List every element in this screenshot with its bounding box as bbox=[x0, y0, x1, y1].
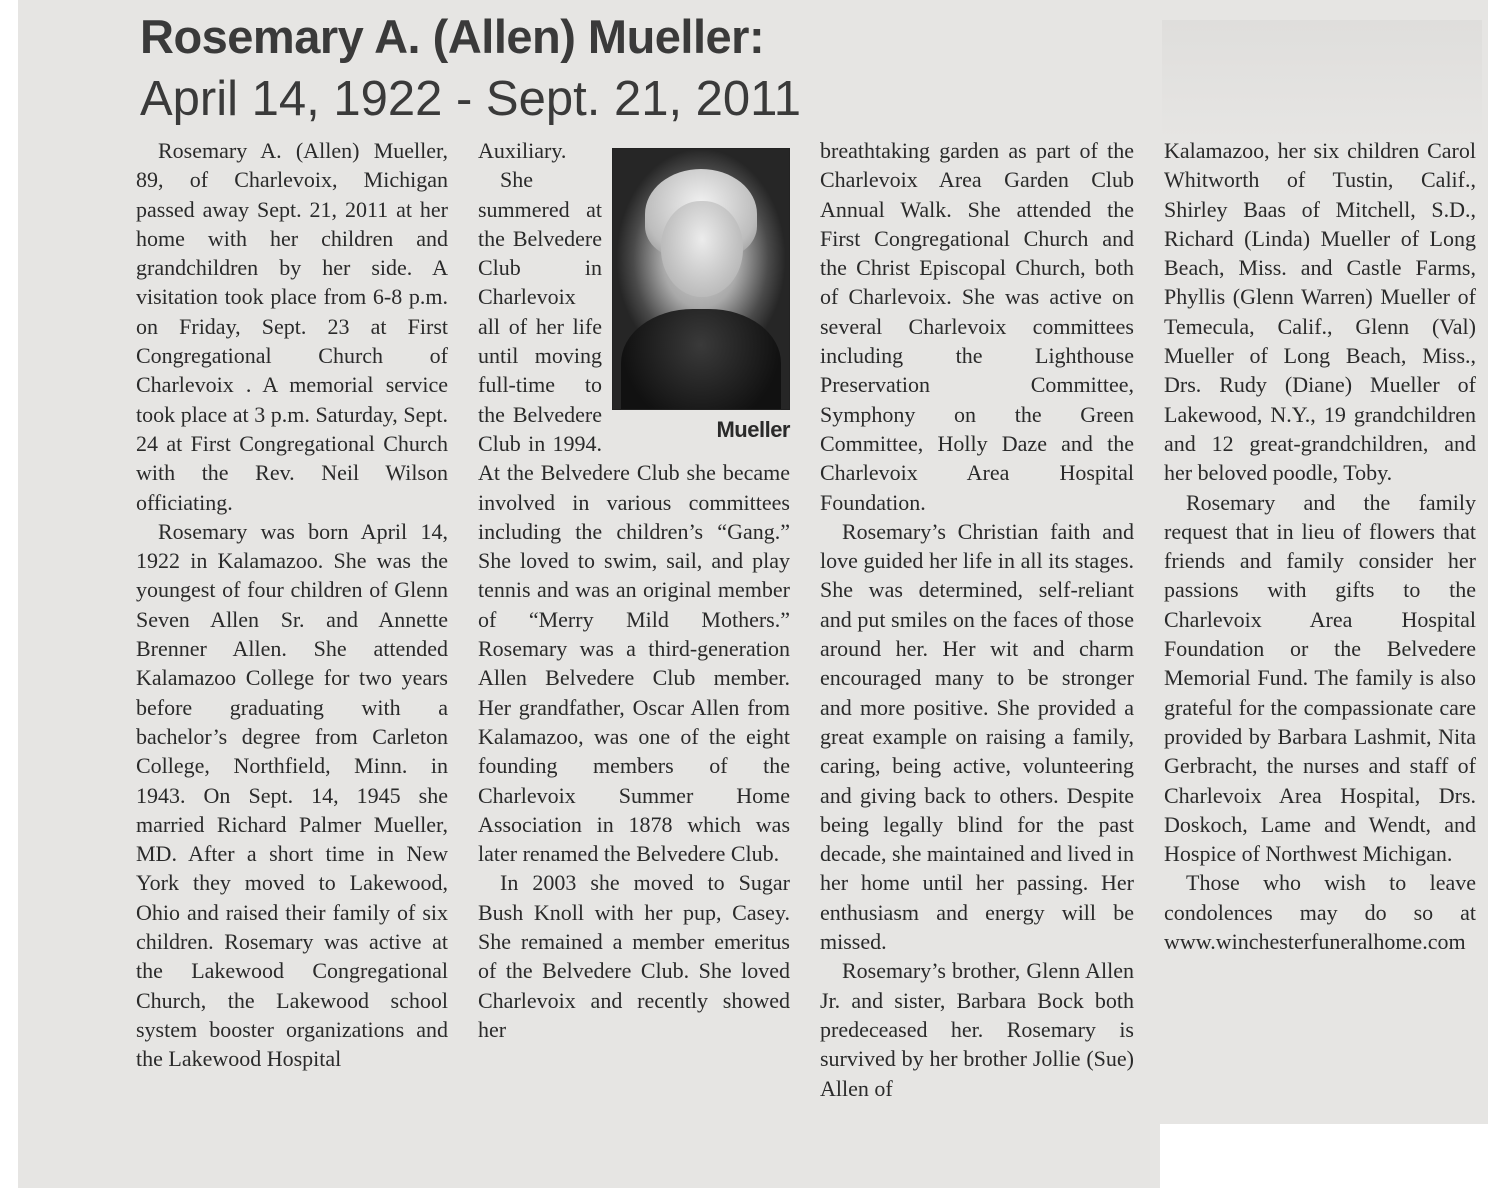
text-column-1 bbox=[136, 136, 448, 1074]
paragraph: Those who wish to leave condolences may do so at www.winchesterfuneralhome.com bbox=[1164, 870, 1476, 955]
text-column-4 bbox=[1164, 136, 1476, 956]
text-column-2 bbox=[478, 136, 790, 1044]
paragraph: Rosemary A. (Allen) Mueller, 89, of Charlevoix, Michigan passed away Sept. 21, 2011 at her home with her children and grandchildren by her side. A visitation took place from 6-8 p.m. on Friday, Sept. 23 at First Congregational Church of Charlevoix . A memorial service took place at 3 p.m. Saturday, Sept. 24 at First Congregational Church with the Rev. Neil Wilson officiating. bbox=[136, 138, 448, 515]
paragraph: Rosemary and the family request that in lieu of flowers that friends and family consider her passions with gifts to the Charlevoix Area Hospital Foundation or the Belvedere Memorial Fund. The family is also grateful for the compassionate care provided by Barbara Lashmit, Nita Gerbracht, the nurses and staff of Charlevoix Area Hospital, Drs. Doskoch, Lame and Wendt, and Hospice of Northwest Michigan. bbox=[1164, 489, 1476, 867]
paragraph: Rosemary’s brother, Glenn Allen Jr. and sister, Barbara Bock both predeceased her. Rosemary is survived by her brother Jollie (Sue) Allen of bbox=[820, 958, 1134, 1101]
paragraph: In 2003 she moved to Sugar Bush Knoll with her pup, Casey. She remained a member emeritus of the Belvedere Club. She loved Charlevoix and recently showed her bbox=[478, 870, 790, 1042]
obituary-dates: April 14, 1922 - Sept. 21, 2011 bbox=[140, 72, 802, 126]
obituary-headline: Rosemary A. (Allen) Mueller: bbox=[140, 10, 765, 63]
paragraph: Kalamazoo, her six children Carol Whitworth of Tustin, Calif., Shirley Baas of Mitchell, S.D., Richard (Linda) Mueller of Long Beach, Miss. and Castle Farms, Phyllis (Glenn Warren) Mueller of Temecula, Calif., Glenn (Val) Mueller of Long Beach, Miss., Drs. Rudy (Diane) Mueller of Lakewood, N.Y., 19 grandchildren and 12 great-grandchildren, and her beloved poodle, Toby. bbox=[1164, 138, 1476, 486]
portrait-photo bbox=[612, 148, 790, 410]
paragraph: Rosemary’s Christian faith and love guided her life in all its stages. She was determined, self-reliant and put smiles on the faces of those around her. Her wit and charm encouraged many to be stronger and more positive. She provided a great example on raising a family, caring, being active, volunteering and giving back to others. Despite being legally blind for the past decade, she maintained and lived in her home until her passing. Her enthusiasm and energy will be missed. bbox=[820, 518, 1134, 955]
photo-caption: Mueller bbox=[716, 417, 790, 442]
paragraph: She summered at the Belvedere Club in Charlevoix all of her life until moving full-time to the Belvedere Club in 1994. At the Belvedere Club she became involved in various committees including the children’s “Gang.” She loved to swim, sail, and play tennis and was an original member of “Merry Mild Mothers.” Rosemary was a third-generation Allen Belvedere Club member. Her grandfather, Oscar Allen from Kalamazoo, was one of the eight founding members of the Charlevoix Summer Home Association in 1878 which was later renamed the Belvedere Club. bbox=[478, 167, 790, 867]
portrait-figure bbox=[612, 148, 790, 446]
paragraph: Auxiliary. bbox=[478, 138, 567, 163]
paragraph: Rosemary was born April 14, 1922 in Kalamazoo. She was the youngest of four children of Glenn Seven Allen Sr. and Annette Brenner Allen. She attended Kalamazoo College for two years before graduating with a bachelor’s degree from Carleton College, Northfield, Minn. in 1943. On Sept. 14, 1945 she married Richard Palmer Mueller, MD. After a short time in New York they moved to Lakewood, Ohio and raised their family of six children. Rosemary was active at the Lakewood Congregational Church, the Lakewood school system booster organizations and the Lakewood Hospital bbox=[136, 518, 448, 1072]
bleed-through-shadow bbox=[1162, 20, 1482, 140]
text-column-3 bbox=[820, 136, 1134, 1103]
paragraph: breathtaking garden as part of the Charlevoix Area Garden Club Annual Walk. She attended the First Congregational Church and the Christ Episcopal Church, both of Charlevoix. She was active on several Charlevoix committees including the Lighthouse Preservation Committee, Symphony on the Green Committee, Holly Daze and the Charlevoix Area Hospital Foundation. bbox=[820, 138, 1134, 515]
